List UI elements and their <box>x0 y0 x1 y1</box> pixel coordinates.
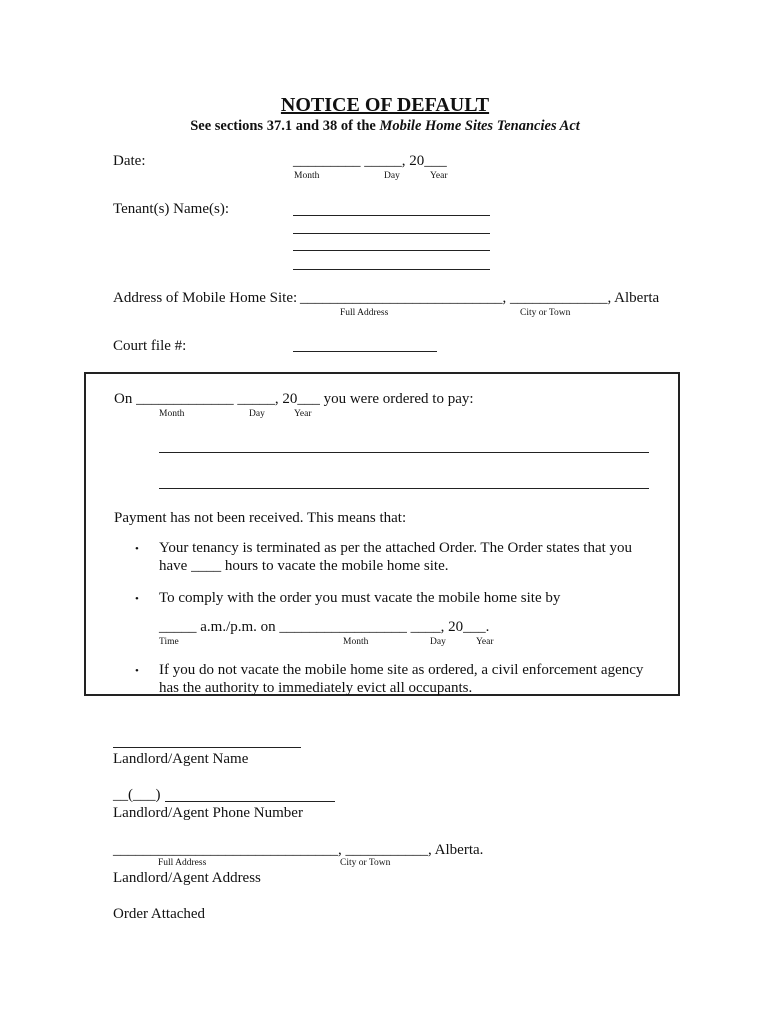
bullet-dot: • <box>135 543 139 555</box>
bullet-2-line-1: To comply with the order you must vacate the mobile home site by <box>159 590 561 606</box>
court-file-line[interactable] <box>293 351 437 352</box>
court-file-label: Court file #: <box>113 338 187 354</box>
site-full-address-caption: Full Address <box>340 308 389 318</box>
site-address-label: Address of Mobile Home Site: <box>113 290 298 306</box>
payment-intro: Payment has not been received. This means that: <box>114 510 407 526</box>
landlord-name-line[interactable] <box>113 747 301 748</box>
landlord-city-caption: City or Town <box>340 858 391 868</box>
date-label: Date: <box>113 153 146 169</box>
order-month-caption: Month <box>159 409 185 419</box>
landlord-address-label: Landlord/Agent Address <box>113 870 261 886</box>
notice-subtitle <box>0 118 770 135</box>
landlord-address-field[interactable]: ______________________________, ___________, Alberta. <box>113 842 484 858</box>
order-day-caption: Day <box>249 409 265 419</box>
landlord-name-label: Landlord/Agent Name <box>113 751 249 767</box>
date-month-caption: Month <box>294 171 320 181</box>
notice-title: NOTICE OF DEFAULT <box>280 94 490 116</box>
bullet-dot: • <box>135 665 139 677</box>
bullet-dot: • <box>135 593 139 605</box>
date-year-caption: Year <box>430 171 448 181</box>
vacate-year-caption: Year <box>476 637 494 647</box>
order-box <box>84 372 680 696</box>
tenant-name-line-3[interactable] <box>293 250 490 251</box>
vacate-day-caption: Day <box>430 637 446 647</box>
phone-area-code[interactable]: __(___) <box>113 787 161 803</box>
landlord-full-address-caption: Full Address <box>158 858 207 868</box>
bullet-2-line-2[interactable]: _____ a.m./p.m. on _________________ ____, 20___. <box>159 619 490 635</box>
tenant-name-line-2[interactable] <box>293 233 490 234</box>
site-address-field[interactable]: ___________________________, _____________, Alberta <box>300 290 660 306</box>
bullet-1-line-2[interactable]: have ____ hours to vacate the mobile home site. <box>159 558 449 574</box>
bullet-3-line-2: has the authority to immediately evict all occupants. <box>159 680 473 696</box>
vacate-time-caption: Time <box>159 637 179 647</box>
vacate-month-caption: Month <box>343 637 369 647</box>
date-field[interactable]: _________ _____, 20___ <box>293 153 447 169</box>
bullet-1-line-1: Your tenancy is terminated as per the attached Order. The Order states that you <box>159 540 633 556</box>
landlord-phone-label: Landlord/Agent Phone Number <box>113 805 303 821</box>
site-city-caption: City or Town <box>520 308 571 318</box>
subtitle-prefix: See sections 37.1 and 38 of the <box>190 118 380 134</box>
landlord-phone-line[interactable] <box>165 801 335 802</box>
amount-line-2[interactable] <box>159 488 649 489</box>
date-day-caption: Day <box>384 171 400 181</box>
amount-line-1[interactable] <box>159 452 649 453</box>
tenant-name-line-1[interactable] <box>293 215 490 216</box>
order-date-line[interactable]: On _____________ _____, 20___ you were ordered to pay: <box>114 391 474 407</box>
order-year-caption: Year <box>294 409 312 419</box>
tenant-names-label: Tenant(s) Name(s): <box>113 201 229 217</box>
bullet-3-line-1: If you do not vacate the mobile home site as ordered, a civil enforcement agency <box>159 662 644 678</box>
tenant-name-line-4[interactable] <box>293 269 490 270</box>
order-attached-label: Order Attached <box>113 906 206 922</box>
act-name: Mobile Home Sites Tenancies Act <box>379 118 580 134</box>
